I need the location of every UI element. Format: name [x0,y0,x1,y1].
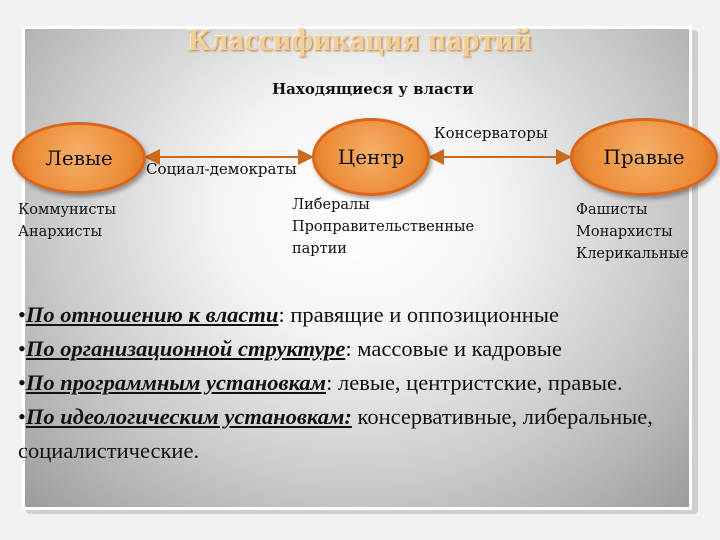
bullet-marker: • [18,370,26,395]
bullet-criterion: По программным установкам [25,370,327,395]
list-item: Либералы [292,197,370,213]
list-item: Проправительственные [292,219,475,235]
bullet-separator: : [278,302,285,327]
bullet-text: массовые и кадровые [351,336,562,361]
top-label: Находящиеся у власти [272,80,474,98]
node-left-label: Левые [45,146,113,170]
list-item: Анархисты [18,224,103,240]
bullet-marker: • [18,336,26,361]
left-parties-list [18,199,116,243]
list-item: партии [292,241,347,257]
bullet-marker: • [18,404,26,429]
bullet-separator: : [326,370,333,395]
list-item: Клерикальные [576,246,689,262]
list-item: Фашисты [576,202,648,218]
list-item: Монархисты [576,224,673,240]
bullet-item [18,298,708,332]
node-right-label: Правые [603,145,685,169]
list-item: Коммунисты [18,202,117,218]
node-center-label: Центр [337,145,405,169]
edge-label-conservatives: Консерваторы [434,124,548,142]
bullet-text: правящие и оппозиционные [284,302,559,327]
node-left [12,122,146,194]
bullet-marker: • [18,302,26,327]
node-right [570,118,718,196]
classification-bullets [18,298,708,468]
bullet-criterion: По идеологическим установкам: [25,404,352,429]
edge-label-social-democrats: Социал-демократы [146,160,297,178]
bullet-criterion: По отношению к власти [25,302,279,327]
bullet-criterion: По организационной структуре [25,336,346,361]
center-parties-list [292,194,474,260]
bullet-item [18,366,708,400]
bullet-text: левые, центристские, правые. [332,370,623,395]
bullet-item [18,400,708,468]
slide-title: Классификация партий [187,22,533,57]
bullet-separator: : [345,336,352,361]
bullet-item [18,332,708,366]
right-parties-list [576,199,689,265]
node-center [312,118,430,196]
bullet-text: консервативные, либеральные, социалистические. [18,404,653,463]
